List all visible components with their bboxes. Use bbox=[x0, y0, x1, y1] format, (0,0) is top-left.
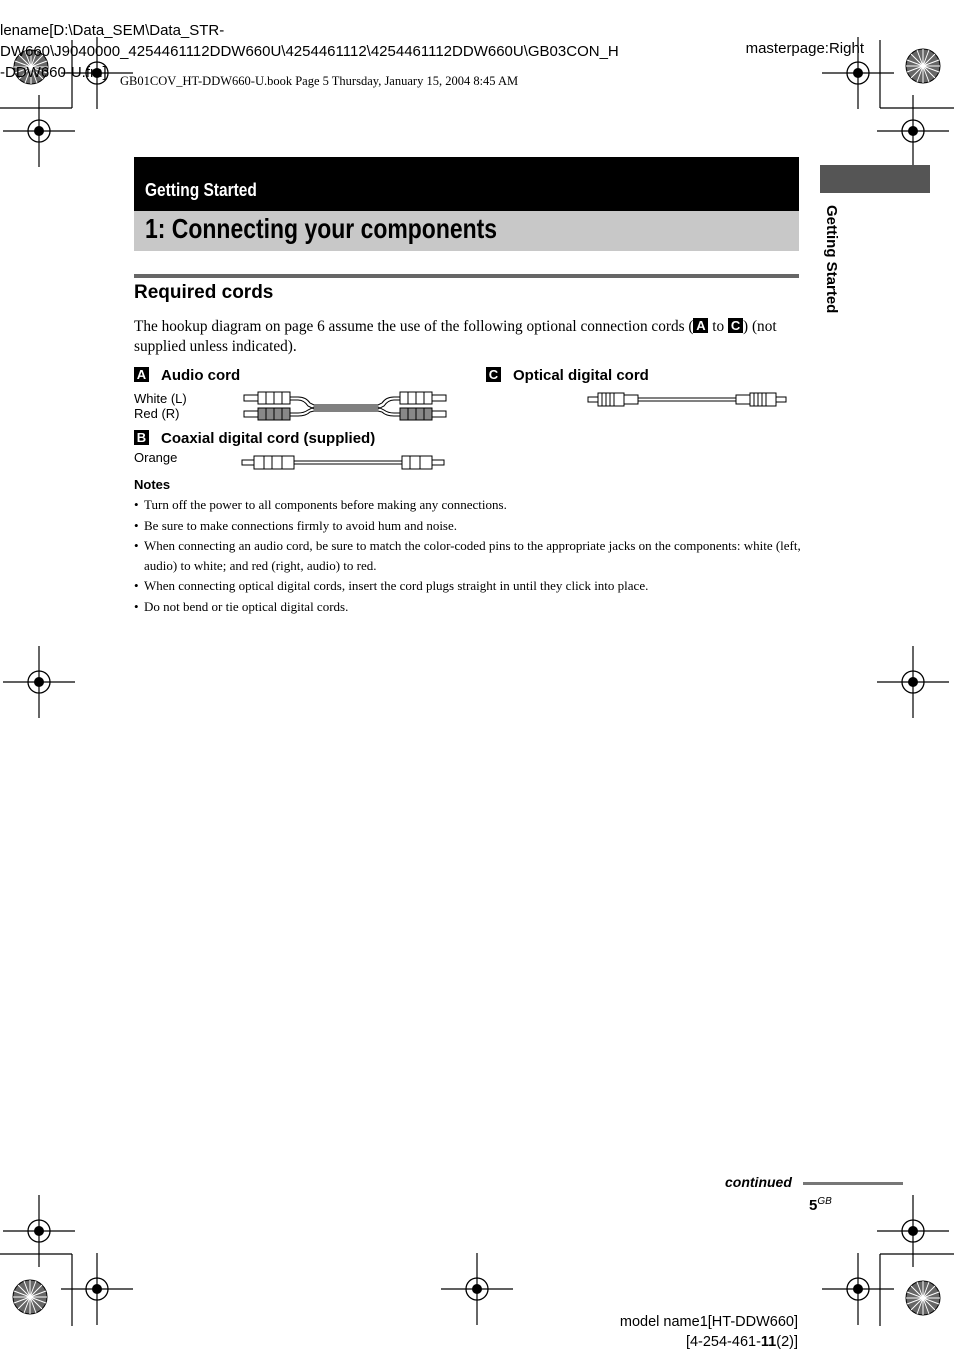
side-tab bbox=[823, 205, 847, 345]
cord-a-labels bbox=[134, 391, 187, 421]
note-item: • Turn off the power to all components before making any connections. bbox=[134, 495, 802, 515]
filename-line: DW660\J9040000_4254461112DDW660U\4254461112\4254461112DDW660U\GB03CON_H bbox=[0, 43, 619, 60]
coaxial-cord-illustration bbox=[238, 454, 450, 472]
cord-b-name: Coaxial digital cord (supplied) bbox=[161, 430, 376, 447]
cord-a-red-label: Red (R) bbox=[134, 406, 180, 421]
intro-text: ) (not supplied unless indicated). bbox=[134, 318, 777, 355]
letter-badge-c: C bbox=[486, 367, 501, 382]
book-info-line: GB01COV_HT-DDW660-U.book Page 5 Thursday, January 15, 2004 8:45 AM bbox=[120, 74, 519, 88]
intro-text: to bbox=[708, 318, 729, 335]
page-title: 1: Connecting your components bbox=[145, 213, 498, 244]
section-heading: Required cords bbox=[134, 282, 274, 303]
cord-a-heading bbox=[134, 367, 240, 384]
optical-cord-illustration bbox=[586, 391, 796, 409]
letter-badge-b: B bbox=[134, 430, 149, 445]
page-number-value: 5 bbox=[809, 1197, 818, 1214]
notes-heading: Notes bbox=[134, 477, 171, 492]
note-item: • When connecting optical digital cords, insert the cord plugs straight in until they click into place. bbox=[134, 576, 802, 596]
intro-paragraph bbox=[134, 317, 802, 357]
side-tab-marker bbox=[820, 165, 930, 193]
note-item: • Do not bend or tie optical digital cords. bbox=[134, 597, 802, 617]
side-tab-label: Getting Started bbox=[823, 205, 840, 314]
letter-badge-c: C bbox=[728, 318, 743, 333]
model-line bbox=[620, 1332, 798, 1352]
filename-line: -DDW660-U.fm] bbox=[0, 64, 107, 81]
model-line: model name1[HT-DDW660] bbox=[619, 1314, 798, 1330]
letter-badge-a: A bbox=[134, 367, 149, 382]
model-info bbox=[620, 1312, 798, 1352]
cord-b-heading bbox=[134, 430, 375, 447]
continued-label: continued bbox=[725, 1174, 792, 1190]
intro-text: The hookup diagram on page 6 assume the use of the following optional connection cords ( bbox=[134, 318, 694, 335]
masterpage-label: masterpage:Right bbox=[745, 40, 864, 57]
cord-b-color-label: Orange bbox=[134, 450, 178, 465]
cord-c-heading bbox=[486, 367, 649, 384]
note-item: • When connecting an audio cord, be sure to match the color-coded pins to the appropriate jacks on the components: white (left, audio) to white; and red (right, audio) to red. bbox=[134, 536, 802, 575]
model-code-bold: 11 bbox=[760, 1334, 777, 1350]
cord-a-white-label: White (L) bbox=[134, 391, 187, 406]
section-label: Getting Started bbox=[145, 180, 257, 200]
notes-list bbox=[134, 495, 802, 617]
page-number bbox=[809, 1196, 832, 1214]
audio-cord-illustration bbox=[240, 390, 452, 424]
cord-a-name: Audio cord bbox=[161, 367, 241, 384]
model-code: (2)] bbox=[776, 1334, 798, 1350]
note-item: • Be sure to make connections firmly to avoid hum and noise. bbox=[134, 516, 802, 536]
model-code: [4-254-461- bbox=[685, 1334, 761, 1350]
cord-c-name: Optical digital cord bbox=[513, 367, 649, 384]
page-number-suffix: GB bbox=[817, 1196, 832, 1207]
heading-rule bbox=[134, 274, 799, 278]
filename-line: lename[D:\Data_SEM\Data_STR- bbox=[0, 22, 225, 39]
letter-badge-a: A bbox=[693, 318, 708, 333]
continued-rule bbox=[803, 1182, 903, 1185]
